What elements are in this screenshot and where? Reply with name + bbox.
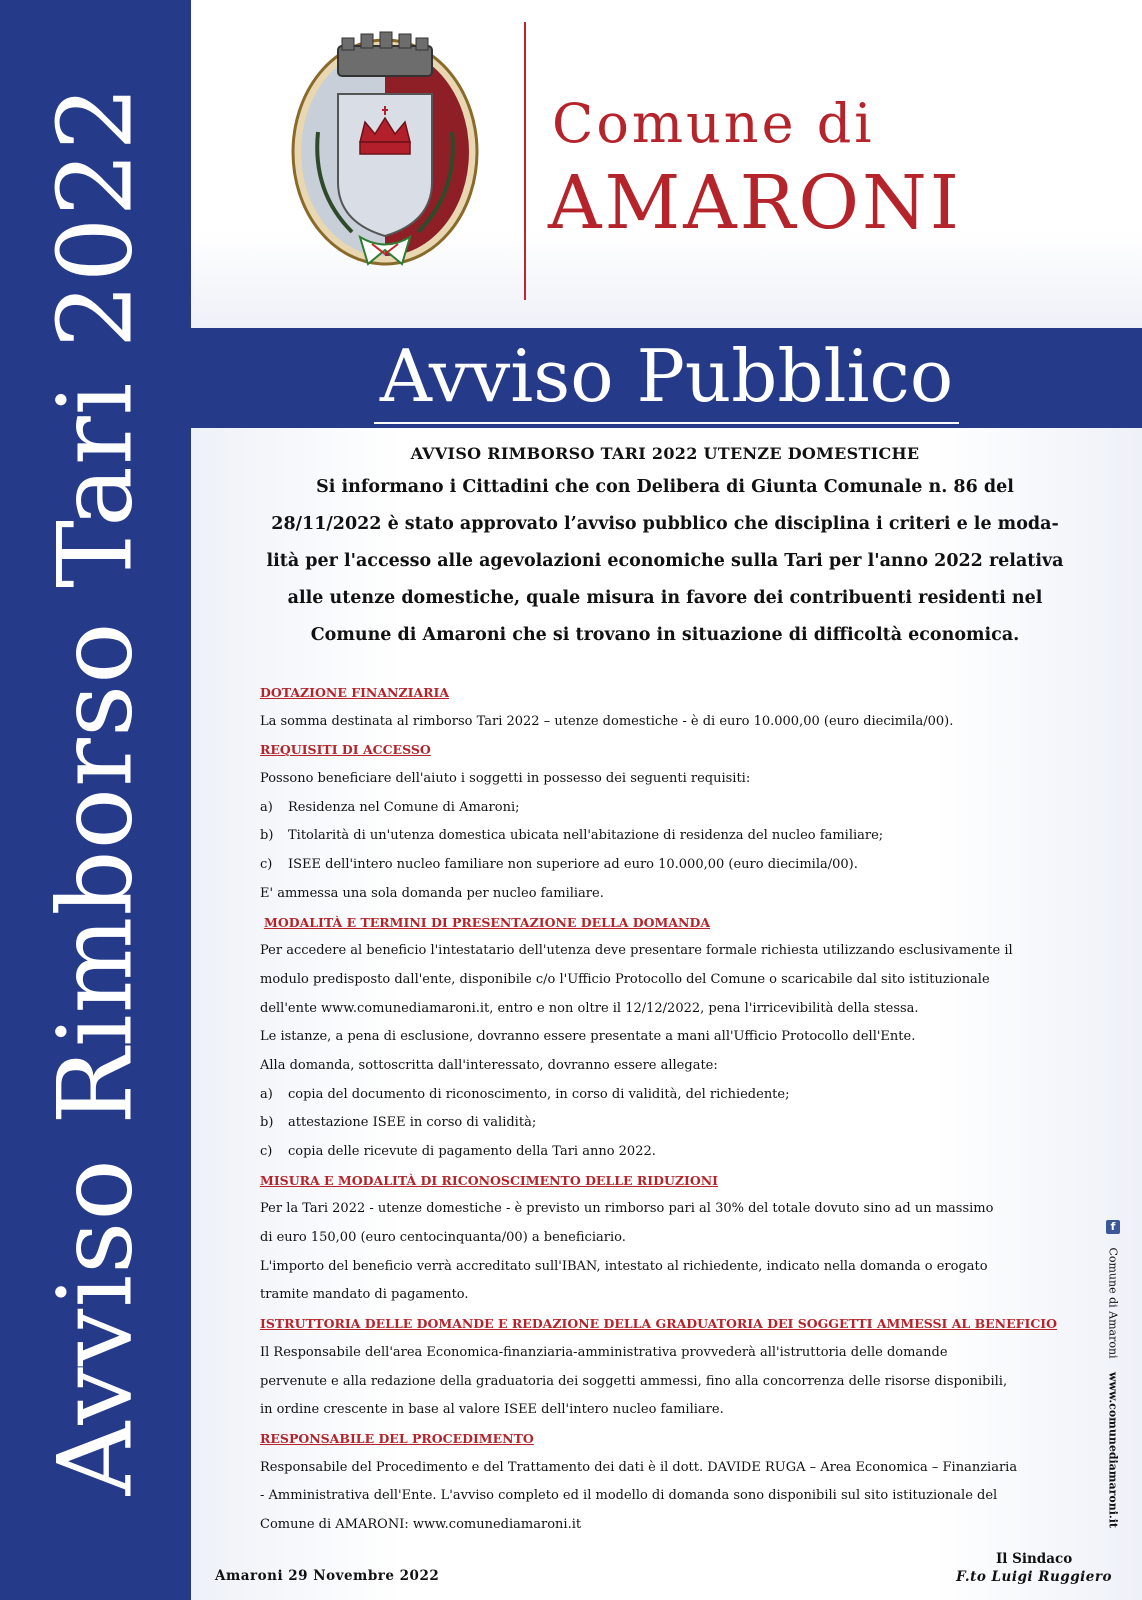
misura-line: tramite mandato di pagamento.: [260, 1287, 469, 1303]
modalita-line: dell'ente www.comunediamaroni.it, entro e non oltre il 12/12/2022, pena l'irricevibilità della stessa.: [260, 1000, 919, 1016]
requisiti-intro: Possono beneficiare dell'aiuto i soggetti in possesso dei seguenti requisiti:: [260, 771, 751, 787]
modalita-line: Per accedere al beneficio l'intestatario dell'utenza deve presentare formale richiesta utilizzando esclusivamente il: [260, 943, 1013, 959]
vertical-title: Avviso Rimborso Tari 2022: [36, 84, 156, 1496]
sidebar-band: [0, 0, 191, 1600]
mayor-role: Il Sindaco: [995, 1551, 1073, 1567]
list-item-text: copia del documento di riconoscimento, in corso di validità, del richiedente;: [288, 1086, 790, 1102]
list-item-text: Titolarità di un'utenza domestica ubicata nell'abitazione di residenza del nucleo familiare;: [288, 828, 884, 844]
istruttoria-line: pervenute e alla redazione della graduatoria dei soggetti ammessi, fino alla concorrenza delle risorse disponibili,: [260, 1373, 1008, 1389]
requisiti-note: E' ammessa una sola domanda per nucleo familiare.: [260, 885, 604, 901]
header-divider: [524, 22, 526, 300]
page-title: [191, 334, 1142, 418]
facebook-icon: f: [1106, 1220, 1120, 1234]
mayor-signature: F.to Luigi Ruggiero: [956, 1569, 1112, 1585]
istruttoria-line: in ordine crescente in base al valore ISEE dell'intero nucleo familiare.: [260, 1402, 724, 1418]
notice-body: [260, 679, 1080, 1540]
list-marker: c): [260, 857, 273, 873]
list-marker: a): [260, 1086, 273, 1102]
footer-date: Amaroni 29 Novembre 2022: [215, 1568, 440, 1584]
signature-block: [956, 1550, 1112, 1586]
responsabile-line: Comune di AMARONI: www.comunediamaroni.it: [260, 1516, 582, 1532]
section-heading-dotazione: DOTAZIONE FINANZIARIA: [260, 685, 450, 700]
misura-line: L'importo del beneficio verrà accreditato sull'IBAN, intestato al richiedente, indicato nella domanda o erogato: [260, 1258, 988, 1274]
list-item-text: ISEE dell'intero nucleo familiare non superiore ad euro 10.000,00 (euro diecimila/00).: [288, 857, 858, 873]
list-marker: a): [260, 799, 273, 815]
section-heading-istruttoria: ISTRUTTORIA DELLE DOMANDE E REDAZIONE DELLA GRADUATORIA DEI SOGGETTI AMMESSI AL BENEFICIO: [260, 1316, 1058, 1332]
section-heading-responsabile: RESPONSABILE DEL PROCEDIMENTO: [260, 1430, 534, 1446]
list-marker: b): [260, 828, 274, 844]
intro-line: alle utenze domestiche, quale misura in favore dei contribuenti residenti nel: [287, 588, 1043, 608]
comune-di-label: Comune di: [552, 92, 875, 155]
misura-line: di euro 150,00 (euro centocinquanta/00) a beneficiario.: [260, 1230, 626, 1246]
page-title-text: Avviso Pubblico: [374, 334, 959, 424]
responsabile-line: Responsabile del Procedimento e del Trattamento dei dati è il dott. DAVIDE RUGA – Area Economica – Finanziaria: [260, 1459, 1018, 1475]
modalita-item: [260, 1138, 1080, 1167]
misura-line: Per la Tari 2022 - utenze domestiche - è previsto un rimborso pari al 30% del totale dovuto sino ad un massimo: [260, 1201, 994, 1217]
town-name: AMARONI: [548, 160, 963, 246]
responsabile-line: - Amministrativa dell'Ente. L'avviso completo ed il modello di domanda sono disponibili sul sito istituzionale del: [260, 1488, 998, 1504]
list-item-text: Residenza nel Comune di Amaroni;: [288, 799, 520, 815]
modalita-item: [260, 1109, 1080, 1138]
intro-block: [240, 444, 1090, 654]
title-band: [191, 328, 1142, 428]
requisiti-item: [260, 822, 1080, 851]
list-item-text: attestazione ISEE in corso di validità;: [288, 1115, 537, 1131]
modalita-line: Alla domanda, sottoscritta dall'interessato, dovranno essere allegate:: [260, 1057, 718, 1073]
modalita-line: Le istanze, a pena di esclusione, dovranno essere presentate a mani all'Ufficio Protocollo dell'Ente.: [260, 1029, 916, 1045]
list-item-text: copia delle ricevute di pagamento della Tari anno 2022.: [288, 1144, 656, 1159]
facebook-page-name: Comune di Amaroni: [1106, 1247, 1120, 1359]
modalita-item: [260, 1081, 1080, 1110]
dotazione-text: La somma destinata al rimborso Tari 2022 – utenze domestiche - è di euro 10.000,00 (euro diecimila/00).: [260, 713, 954, 729]
intro-line: 28/11/2022 è stato approvato l’avviso pubblico che disciplina i criteri e le moda-: [271, 514, 1059, 534]
istruttoria-line: Il Responsabile dell'area Economica-finanziaria-amministrativa provvederà all'istruttoria delle domande: [260, 1344, 948, 1360]
coat-of-arms-icon: [290, 22, 480, 276]
section-heading-misura: MISURA E MODALITÀ DI RICONOSCIMENTO DELLE RIDUZIONI: [260, 1172, 719, 1188]
modalita-line: modulo predisposto dall'ente, disponibile c/o l'Ufficio Protocollo del Comune o scaricabile dal sito istituzionale: [260, 971, 990, 987]
list-marker: c): [260, 1144, 273, 1159]
intro-title: AVVISO RIMBORSO TARI 2022 UTENZE DOMESTICHE: [410, 444, 920, 463]
requisiti-item: [260, 851, 1080, 880]
section-heading-modalita: MODALITÀ E TERMINI DI PRESENTAZIONE DELLA DOMANDA: [264, 914, 711, 930]
list-marker: b): [260, 1115, 274, 1131]
intro-line: Si informano i Cittadini che con Delibera di Giunta Comunale n. 86 del: [316, 477, 1014, 497]
section-heading-requisiti: REQUISITI DI ACCESSO: [260, 742, 431, 758]
requisiti-item: [260, 794, 1080, 823]
intro-line: lità per l'accesso alle agevolazioni economiche sulla Tari per l'anno 2022 relativa: [266, 551, 1064, 571]
intro-line: Comune di Amaroni che si trovano in situazione di difficoltà economica.: [310, 625, 1020, 645]
website-url: www.comunediamaroni.it: [1106, 1372, 1120, 1528]
